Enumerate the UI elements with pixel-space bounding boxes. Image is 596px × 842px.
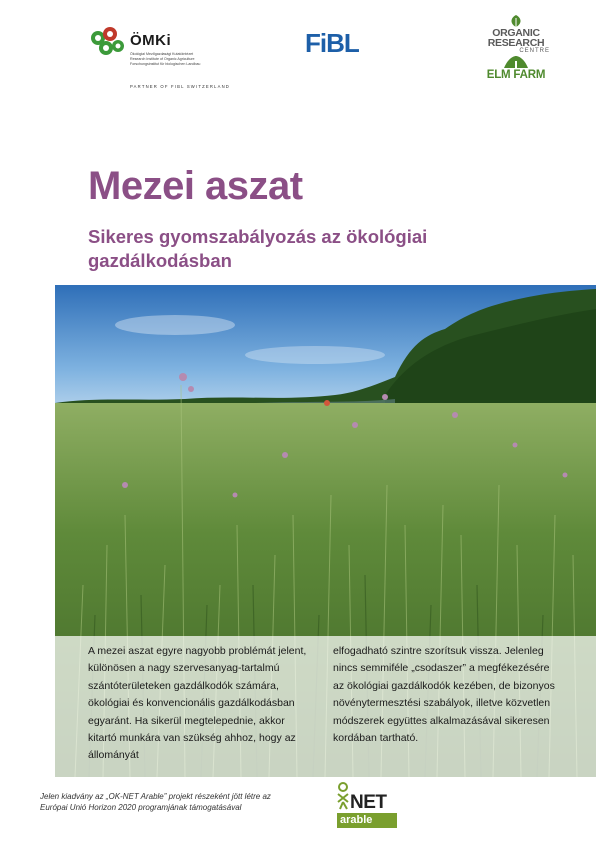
fibl-logo: FiBL (305, 28, 359, 58)
page-title: Mezei aszat (88, 164, 303, 208)
orc-line1: ORGANIC (492, 27, 540, 39)
net-label: NET (350, 792, 387, 813)
body-text-right: elfogadható szintre szorítsuk vissza. Jelenleg nincs semmiféle „csodaszer” a megfékezésére az ökológiai gazdálkodók kezében, de bizonyos növénytermesztési szabályok, illetve közvetlen módszerek együttes alkalmazásával sikeresen kordában tartható. (333, 645, 555, 745)
omki-partner: PARTNER OF FIBL SWITZERLAND (130, 84, 231, 89)
omki-logo (88, 22, 238, 92)
clover-icon (88, 26, 130, 62)
body-text-left: A mezei aszat egyre nagyobb problémát jelent, különösen a nagy szervesanyag-tartalmú szántóterületeken gazdálkodók számára, ökológiai és konvencionális gazdálkodásban egyaránt. Ha sikerül megtelepednie, akkor kitartó munkára van szükség ahhoz, hogy az állományát (88, 645, 307, 762)
ok-net-arable-logo (336, 782, 416, 834)
page-subtitle: Sikeres gyomszabályozás az ökológiai gazdálkodásban (88, 226, 428, 271)
leaf-icon (507, 14, 525, 28)
arable-label: arable (337, 813, 397, 828)
omki-name: ÖMKi (130, 32, 172, 49)
orc-line2: RESEARCH (487, 37, 545, 49)
omki-subtitle: Ökológiai Mezőgazdasági Kutatóintézet Research Institute of Organic Agriculture Forschungsinstitut für biologischen Landbau (130, 52, 201, 66)
funding-note: Jelen kiadvány az „OK-NET Arable” projekt részeként jött létre az Európai Unió Horizon 2020 programjának támogatásával (40, 792, 271, 812)
orc-elm-farm: ELM FARM (486, 69, 546, 81)
orc-logo (476, 14, 556, 92)
tree-icon (502, 55, 530, 69)
orc-line3: CENTRE (519, 48, 550, 54)
